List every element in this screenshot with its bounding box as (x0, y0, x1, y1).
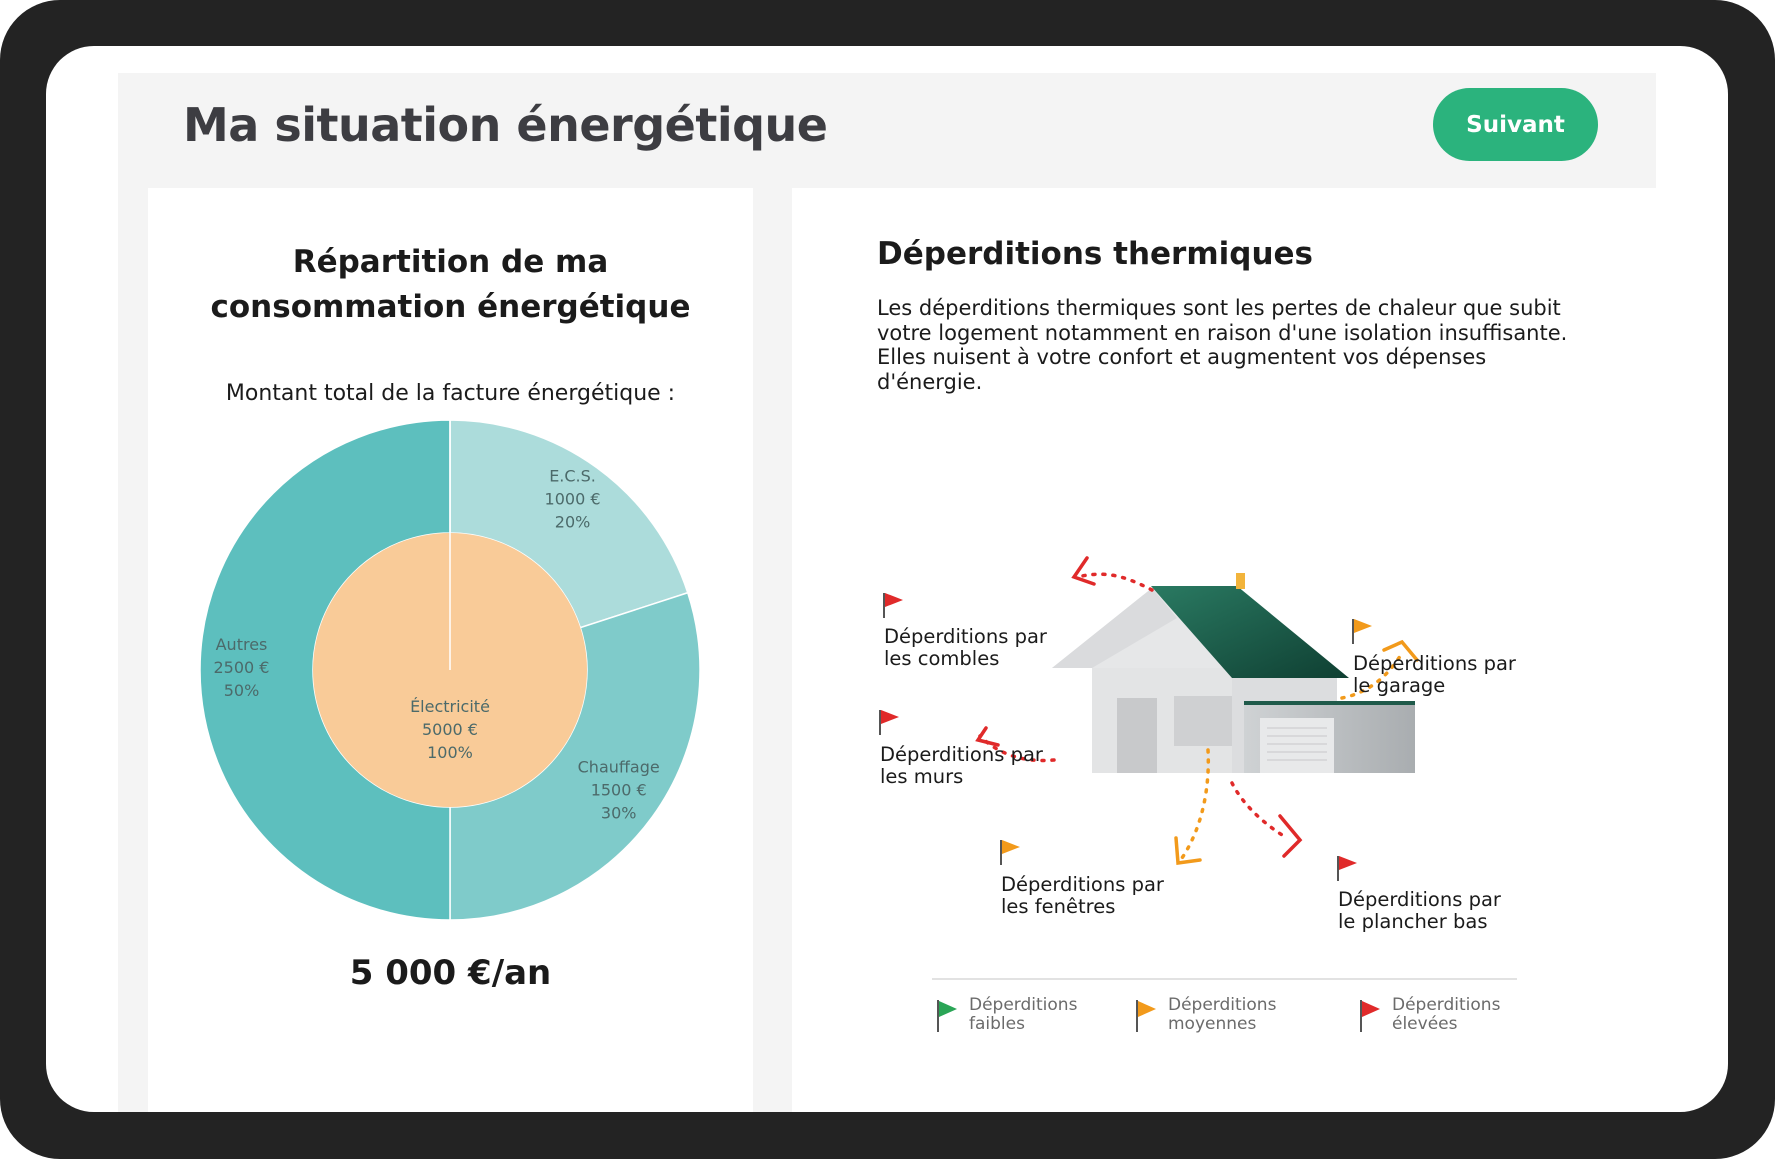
thermal-losses-card: Déperditions thermiques Les déperditions thermiques sont les pertes de chaleur que subit votre logement notamment en raison d'une isolation insuffisante. Elles nuisent à votre confort et augmentent vos dépenses d'énergie. Déperditions par les combles Déperditions par le garage Déperditions par les murs Déperditions par les fenêtres Déperditions par le plancher bas Déperditions faibles Déperditions moyennes Déperditions élevées (792, 188, 1656, 1112)
consumption-card (148, 188, 753, 1112)
legend-divider (932, 978, 1517, 980)
loss-label-plancher: Déperditions par le plancher bas (1338, 888, 1501, 933)
total-amount-label: Montant total de la facture énergétique : (225, 381, 676, 406)
loss-label-fenetres: Déperditions par les fenêtres (1001, 873, 1164, 918)
flag-icon (884, 593, 903, 618)
consumption-donut-chart (148, 418, 753, 938)
consumption-title-line2: consommation énergétique (210, 289, 691, 325)
consumption-title-line1: Répartition de ma (292, 244, 609, 280)
donut-slice-label: Autres 2500 € 50% (213, 635, 270, 700)
flag-icon (1001, 840, 1020, 865)
donut-slice-label: Chauffage 1500 € 30% (577, 757, 660, 823)
loss-label-murs: Déperditions par les murs (880, 743, 1043, 788)
flag-icon (1353, 619, 1372, 644)
donut-slice-label: E.C.S. 1000 € 20% (544, 466, 601, 532)
donut-center-label: Électricité 5000 € 100% (410, 697, 490, 762)
flag-icon (880, 710, 899, 735)
flag-icon (1338, 856, 1357, 881)
losses-description: Les déperditions thermiques sont les pertes de chaleur que subit votre logement notamment en raison d'une isolation insuffisante. Elles nuisent à votre confort et augmentent vos dépenses d'énergie. (877, 296, 1568, 394)
screen (46, 46, 1728, 1112)
total-amount-value: 5 000 €/an (349, 953, 552, 993)
app-container (118, 73, 1656, 1112)
consumption-title (148, 240, 753, 330)
loss-label-combles: Déperditions par les combles (884, 625, 1047, 670)
loss-label-garage: Déperditions par le garage (1353, 652, 1516, 697)
plancher-loss-arrow (1232, 783, 1287, 838)
flag-icon (935, 998, 963, 1034)
next-button[interactable]: Suivant (1433, 88, 1598, 161)
flag-icon (1358, 998, 1386, 1034)
page-title: Ma situation énergétique (183, 98, 828, 152)
flag-icon (1134, 998, 1162, 1034)
losses-title: Déperditions thermiques (877, 236, 1313, 272)
